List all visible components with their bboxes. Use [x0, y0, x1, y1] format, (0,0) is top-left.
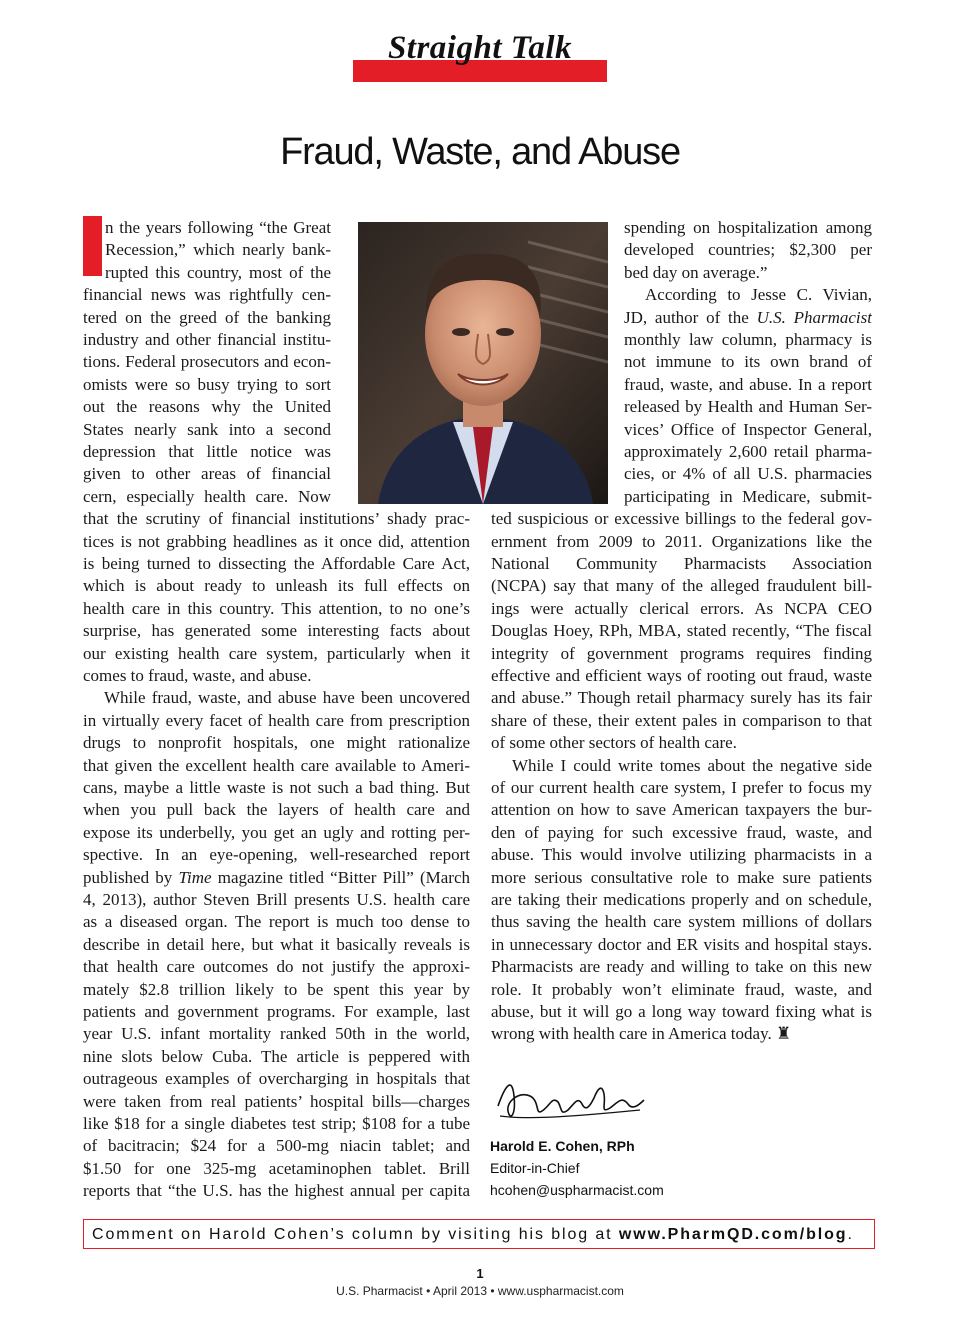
- right-line: den of paying for such excessive fraud, waste, and: [491, 822, 872, 842]
- right-line: more serious consultative role to make sure patients: [491, 867, 872, 887]
- right-line: effective and efficient ways of rooting out fraud, waste: [491, 666, 872, 685]
- left-line: spective. In an eye-opening, well-researched report: [83, 845, 470, 865]
- right-line: National Community Pharmacists Association: [491, 554, 872, 573]
- right-line: fraud, waste, and abuse. In a report: [624, 374, 872, 394]
- comment-prefix: Comment on Harold Cohen’s column by visiting his blog at: [92, 1226, 619, 1243]
- left-line: published by Time magazine titled “Bitter Pill” (March: [83, 867, 470, 887]
- left-line: out the reasons why the United: [83, 397, 331, 417]
- right-line: in unnecessary doctor and ER visits and hospital stays.: [491, 934, 872, 954]
- right-line: spending on hospitalization among: [624, 218, 872, 237]
- right-line: vices’ Office of Inspector General,: [624, 419, 872, 439]
- left-line: nine slots below Cuba. The article is peppered with: [83, 1046, 470, 1066]
- left-line: n the years following “the Great: [105, 218, 331, 237]
- left-line: expose its underbelly, you get an ugly and rotting per-: [83, 822, 470, 842]
- left-line: describe in detail here, but what it basically reveals is: [83, 934, 470, 954]
- right-line: JD, author of the U.S. Pharmacist: [624, 307, 872, 327]
- right-line: integrity of government programs requires finding: [491, 643, 872, 663]
- right-line: released by Health and Human Ser-: [624, 397, 872, 417]
- left-line: that health care outcomes do not justify the approxi-: [83, 957, 470, 977]
- right-line: Pharmacists are ready and willing to take on this new: [491, 957, 872, 977]
- author-email[interactable]: hcohen@uspharmacist.com: [490, 1182, 664, 1198]
- left-line: cern, especially health care. Now: [83, 486, 331, 506]
- right-line: ted suspicious or excessive billings to the federal gov-: [491, 509, 872, 529]
- publication-line: U.S. Pharmacist • April 2013 • www.uspharmacist.com: [336, 1284, 624, 1298]
- left-line: cans, maybe a little waste is not such a bad thing. But: [83, 778, 470, 797]
- left-line: surprise, has generated some interesting facts about: [83, 621, 470, 641]
- page-number: 1: [476, 1266, 484, 1281]
- left-line: tered on the greed of the banking: [83, 307, 331, 327]
- right-line: wrong with health care in America today. ♜: [491, 1024, 792, 1044]
- right-line: Douglas Hoey, RPh, MBA, stated recently, “The fiscal: [491, 621, 872, 641]
- left-line: that given the excellent health care available to Ameri-: [83, 755, 470, 775]
- right-line: share of these, their extent pales in comparison to that: [491, 710, 872, 730]
- left-line: tions. Federal prosecutors and econ-: [83, 352, 331, 372]
- left-line: our existing health care system, particularly when it: [83, 643, 470, 663]
- section-header: [353, 26, 607, 82]
- right-line: According to Jesse C. Vivian,: [645, 285, 872, 305]
- right-line: of our current health care system, I prefer to focus my: [491, 778, 872, 797]
- right-line: bed day on average.”: [624, 262, 768, 282]
- left-line: tices is not grabbing headlines as it once did, attention: [83, 531, 470, 551]
- left-line: health care in this country. This attention, to no one’s: [83, 598, 470, 618]
- left-line: outrageous examples of overcharging in hospitals that: [83, 1069, 470, 1089]
- right-line: While I could write tomes about the negative side: [512, 755, 872, 775]
- right-line: are taking their medications properly and on schedule,: [491, 890, 872, 909]
- left-line: 4, 2013), author Steven Brill presents U.S. health care: [83, 890, 470, 909]
- right-line: abuse, but it will go a long way toward fixing what is: [491, 1002, 872, 1021]
- left-line: Recession,” which nearly bank-: [105, 240, 331, 260]
- left-line: like $18 for a single diabetes test strip; $108 for a tube: [83, 1114, 470, 1133]
- right-line: abuse. This would involve utilizing pharmacists in a: [491, 845, 872, 865]
- right-line: ernment from 2009 to 2011. Organizations like the: [491, 531, 872, 551]
- left-line: as a diseased organ. The report is much too dense to: [83, 912, 470, 932]
- right-line: approximately 2,600 retail pharma-: [624, 442, 872, 461]
- blog-link[interactable]: www.PharmQD.com/blog: [618, 1226, 848, 1243]
- left-line: of bacitracin; $24 for a 500-mg niacin tablet; and: [83, 1136, 470, 1156]
- left-line: year U.S. infant mortality ranked 50th in the world,: [83, 1024, 470, 1044]
- section-title: Straight Talk: [387, 30, 573, 66]
- right-line: ings were actually clerical errors. As NCPA CEO: [491, 598, 872, 618]
- comment-box: [83, 1219, 875, 1249]
- left-line: which is about ready to unleash its full effects on: [83, 576, 470, 596]
- left-line: States nearly sank into a second: [83, 419, 331, 439]
- left-line: patients and government programs. For example, last: [83, 1002, 470, 1021]
- left-line: omists were so busy trying to sort: [83, 374, 331, 394]
- right-line: monthly law column, pharmacy is: [624, 330, 872, 349]
- left-line: rupted this country, most of the: [105, 262, 331, 282]
- left-line: financial news was rightfully cen-: [83, 285, 331, 305]
- right-line: not immune to its own brand of: [624, 352, 872, 372]
- left-line: drugs to nonprofit hospitals, one might rationalize: [83, 733, 470, 753]
- right-line: and abuse.” Though retail pharmacy surely has its fair: [491, 688, 872, 708]
- left-line: $1.50 for one 325-mg acetaminophen tablet. Brill: [83, 1158, 470, 1178]
- author-name: Harold E. Cohen, RPh: [490, 1138, 635, 1154]
- left-line: reports that “the U.S. has the highest annual per capita: [83, 1181, 470, 1201]
- left-line: when you pull back the layers of health care and: [83, 800, 470, 820]
- right-line: developed countries; $2,300 per: [624, 240, 872, 260]
- right-line: attention on how to save American taxpayers the bur-: [491, 800, 872, 820]
- comment-suffix: .: [847, 1226, 854, 1243]
- left-line: in virtually every facet of health care from prescription: [83, 710, 470, 730]
- left-line: given to other areas of financial: [83, 464, 331, 484]
- left-line: industry and other financial institu-: [83, 330, 331, 349]
- right-line: participating in Medicare, submit-: [624, 486, 872, 506]
- drop-cap: [83, 216, 102, 276]
- signature: [490, 1066, 650, 1136]
- article-headline: Fraud, Waste, and Abuse: [280, 131, 680, 173]
- left-line: that the scrutiny of financial institutions’ shady prac-: [83, 509, 470, 529]
- left-line: is being turned to dissecting the Affordable Care Act,: [83, 554, 470, 573]
- author-photo: [358, 222, 608, 504]
- right-line: (NCPA) say that many of the alleged fraudulent bill-: [491, 576, 872, 596]
- author-title: Editor-in-Chief: [490, 1160, 580, 1176]
- left-line: comes to fraud, waste, and abuse.: [83, 666, 312, 685]
- left-line: mately $2.8 trillion likely to be spent this year by: [83, 979, 470, 999]
- right-line: role. It probably won’t eliminate fraud, waste, and: [491, 979, 872, 999]
- left-line: While fraud, waste, and abuse have been uncovered: [104, 688, 470, 708]
- left-line: depression that little notice was: [83, 442, 331, 461]
- right-line: cies, or 4% of all U.S. pharmacies: [624, 464, 872, 484]
- right-line: of some other sectors of health care.: [491, 733, 737, 753]
- comment-text: [92, 1225, 854, 1245]
- right-line: thus saving the health care system millions of dollars: [491, 912, 872, 932]
- left-line: were taken from real patients’ hospital bills—charges: [83, 1091, 470, 1111]
